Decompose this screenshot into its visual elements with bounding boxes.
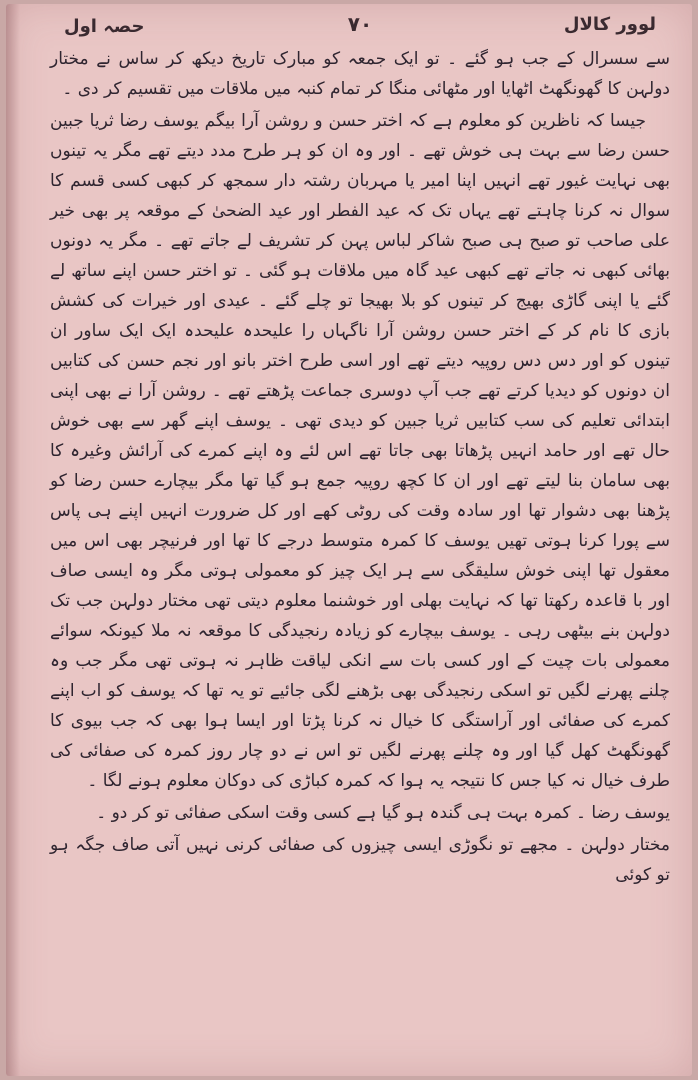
paragraph-1: سے سسرال کے جب ہو گئے ۔ تو ایک جمعہ کو مبارک تاریخ دیکھ کر ساس نے مختار دولہن کا گھونگھٹ اٹھایا اور مٹھائی منگا کر تمام کنبہ میں ملاقات میں تقسیم کر دی ۔ (50, 49, 670, 99)
paragraph-3: یوسف رضا ۔ کمرہ بہت ہی گندہ ہو گیا ہے کسی وقت اسکی صفائی تو کر دو ۔ (96, 803, 670, 823)
paragraph-2: جیسا کہ ناظرین کو معلوم ہے کہ اختر حسن و روشن آرا بیگم یوسف رضا ثریا جبین حسن رضا سے بہت ہی خوش تھے ۔ اور وہ ان کو ہر طرح مدد دیتے تھے مگر یہ تینوں بھی نہایت غیور تھے انہیں اپنا امیر یا مہربان رشتہ دار سمجھ کر کبھی کسی قسم کا سوال نہ کرنا چاہتے تھے یہاں تک کہ عید الفطر اور عید الضحیٰ کے موقعہ پر بھی خیر علی صاحب تو صبح ہی صبح شاکر لباس پہن کر تشریف لے جاتے تھے ۔ مگر یہ دونوں بھائی کبھی نہ جاتے تھے کبھی عید گاہ میں ملاقات ہو گئی ۔ تو اختر حسن اپنے ساتھ لے گئے یا اپنی گاڑی بھیج کر تینوں کو بلا بھیجا تو چلے گئے ۔ عیدی اور خیرات کی کشش بازی کا نام کر کے اختر حسن روشن آرا ناگہاں را علیحدہ علیحدہ ایک ایک ساور ان تینوں کو اور دس دس روپیہ دیتے تھے اور اسی طرح اختر بانو اور نجم حسن کی کتابیں ان دونوں کو دیدیا کرتے تھے جب آپ دوسری جماعت پڑھتے تھے ۔ روشن آرا نے بھی اپنی ابتدائی تعلیم کی سب کتابیں ثریا جبین کو دیدی تھی ۔ یوسف اپنے گھر سے بھی خوش حال تھے اور حامد انہیں پڑھاتا بھی جاتا تھے اس لئے وہ اپنے کمرے کی آرائش وغیرہ کا بھی سامان بنا لیتے تھے اور ان کا کچھ روپیہ جمع ہو گیا تھا مگر بیچارے حسن رضا کو پڑھنا بھی دشوار تھا اور سادہ وقت کی روٹی کھے اور کل ضرورت انہیں اپنے ہی پاس سے پورا کرنا ہوتی تھیں یوسف کا کمرہ متوسط درجے کا تھا اور فرنیچر بھی اس میں معقول تھا اپنی خوش سلیقگی سے ہر ایک چیز کو معمولی ہوتی مگر وہ ایسی صاف اور با قاعدہ رکھتا تھا کہ نہایت بھلی اور خوشنما معلوم دیتی تھی مختار دولہن جب تک دولہن بنے بیٹھی رہی ۔ یوسف بیچارے کو زیادہ رنجیدگی کا موقعہ نہ ملا کیونکہ سوائے معمولی بات چیت کے اور کسی بات سے انکی لیاقت ظاہر نہ ہوتی تھی مگر جب وہ چلنے پھرنے لگیں تو اسکی رنجیدگی بھی بڑھنے لگی جائیے تو یہ تھا کہ یوسف کو اب اپنے کمرے کی صفائی اور آراستگی کا خیال نہ کرنا پڑتا اور ایسا ہوا بھی کہ جب بیوی کا گھونگھٹ کھل گیا اور وہ چلنے پھرنے لگیں تو اس نے دو چار روز کمرہ کی صفائی کی طرف خیال نہ کیا جس کا نتیجہ یہ ہوا کہ کمرہ کباڑی کی دوکان معلوم ہونے لگا ۔ (50, 111, 670, 791)
page-header (64, 10, 656, 44)
page-number: ۷۰ (347, 12, 373, 36)
book-page (6, 4, 692, 1076)
part-label: حصہ اول (64, 16, 145, 37)
body-text (50, 44, 670, 1046)
running-title: لوور کالال (563, 14, 656, 35)
paragraph-4: مختار دولہن ۔ مجھے تو نگوڑی ایسی چیزوں کی صفائی کرنی نہیں آتی صاف جگہ ہو تو کوئی (50, 835, 670, 885)
